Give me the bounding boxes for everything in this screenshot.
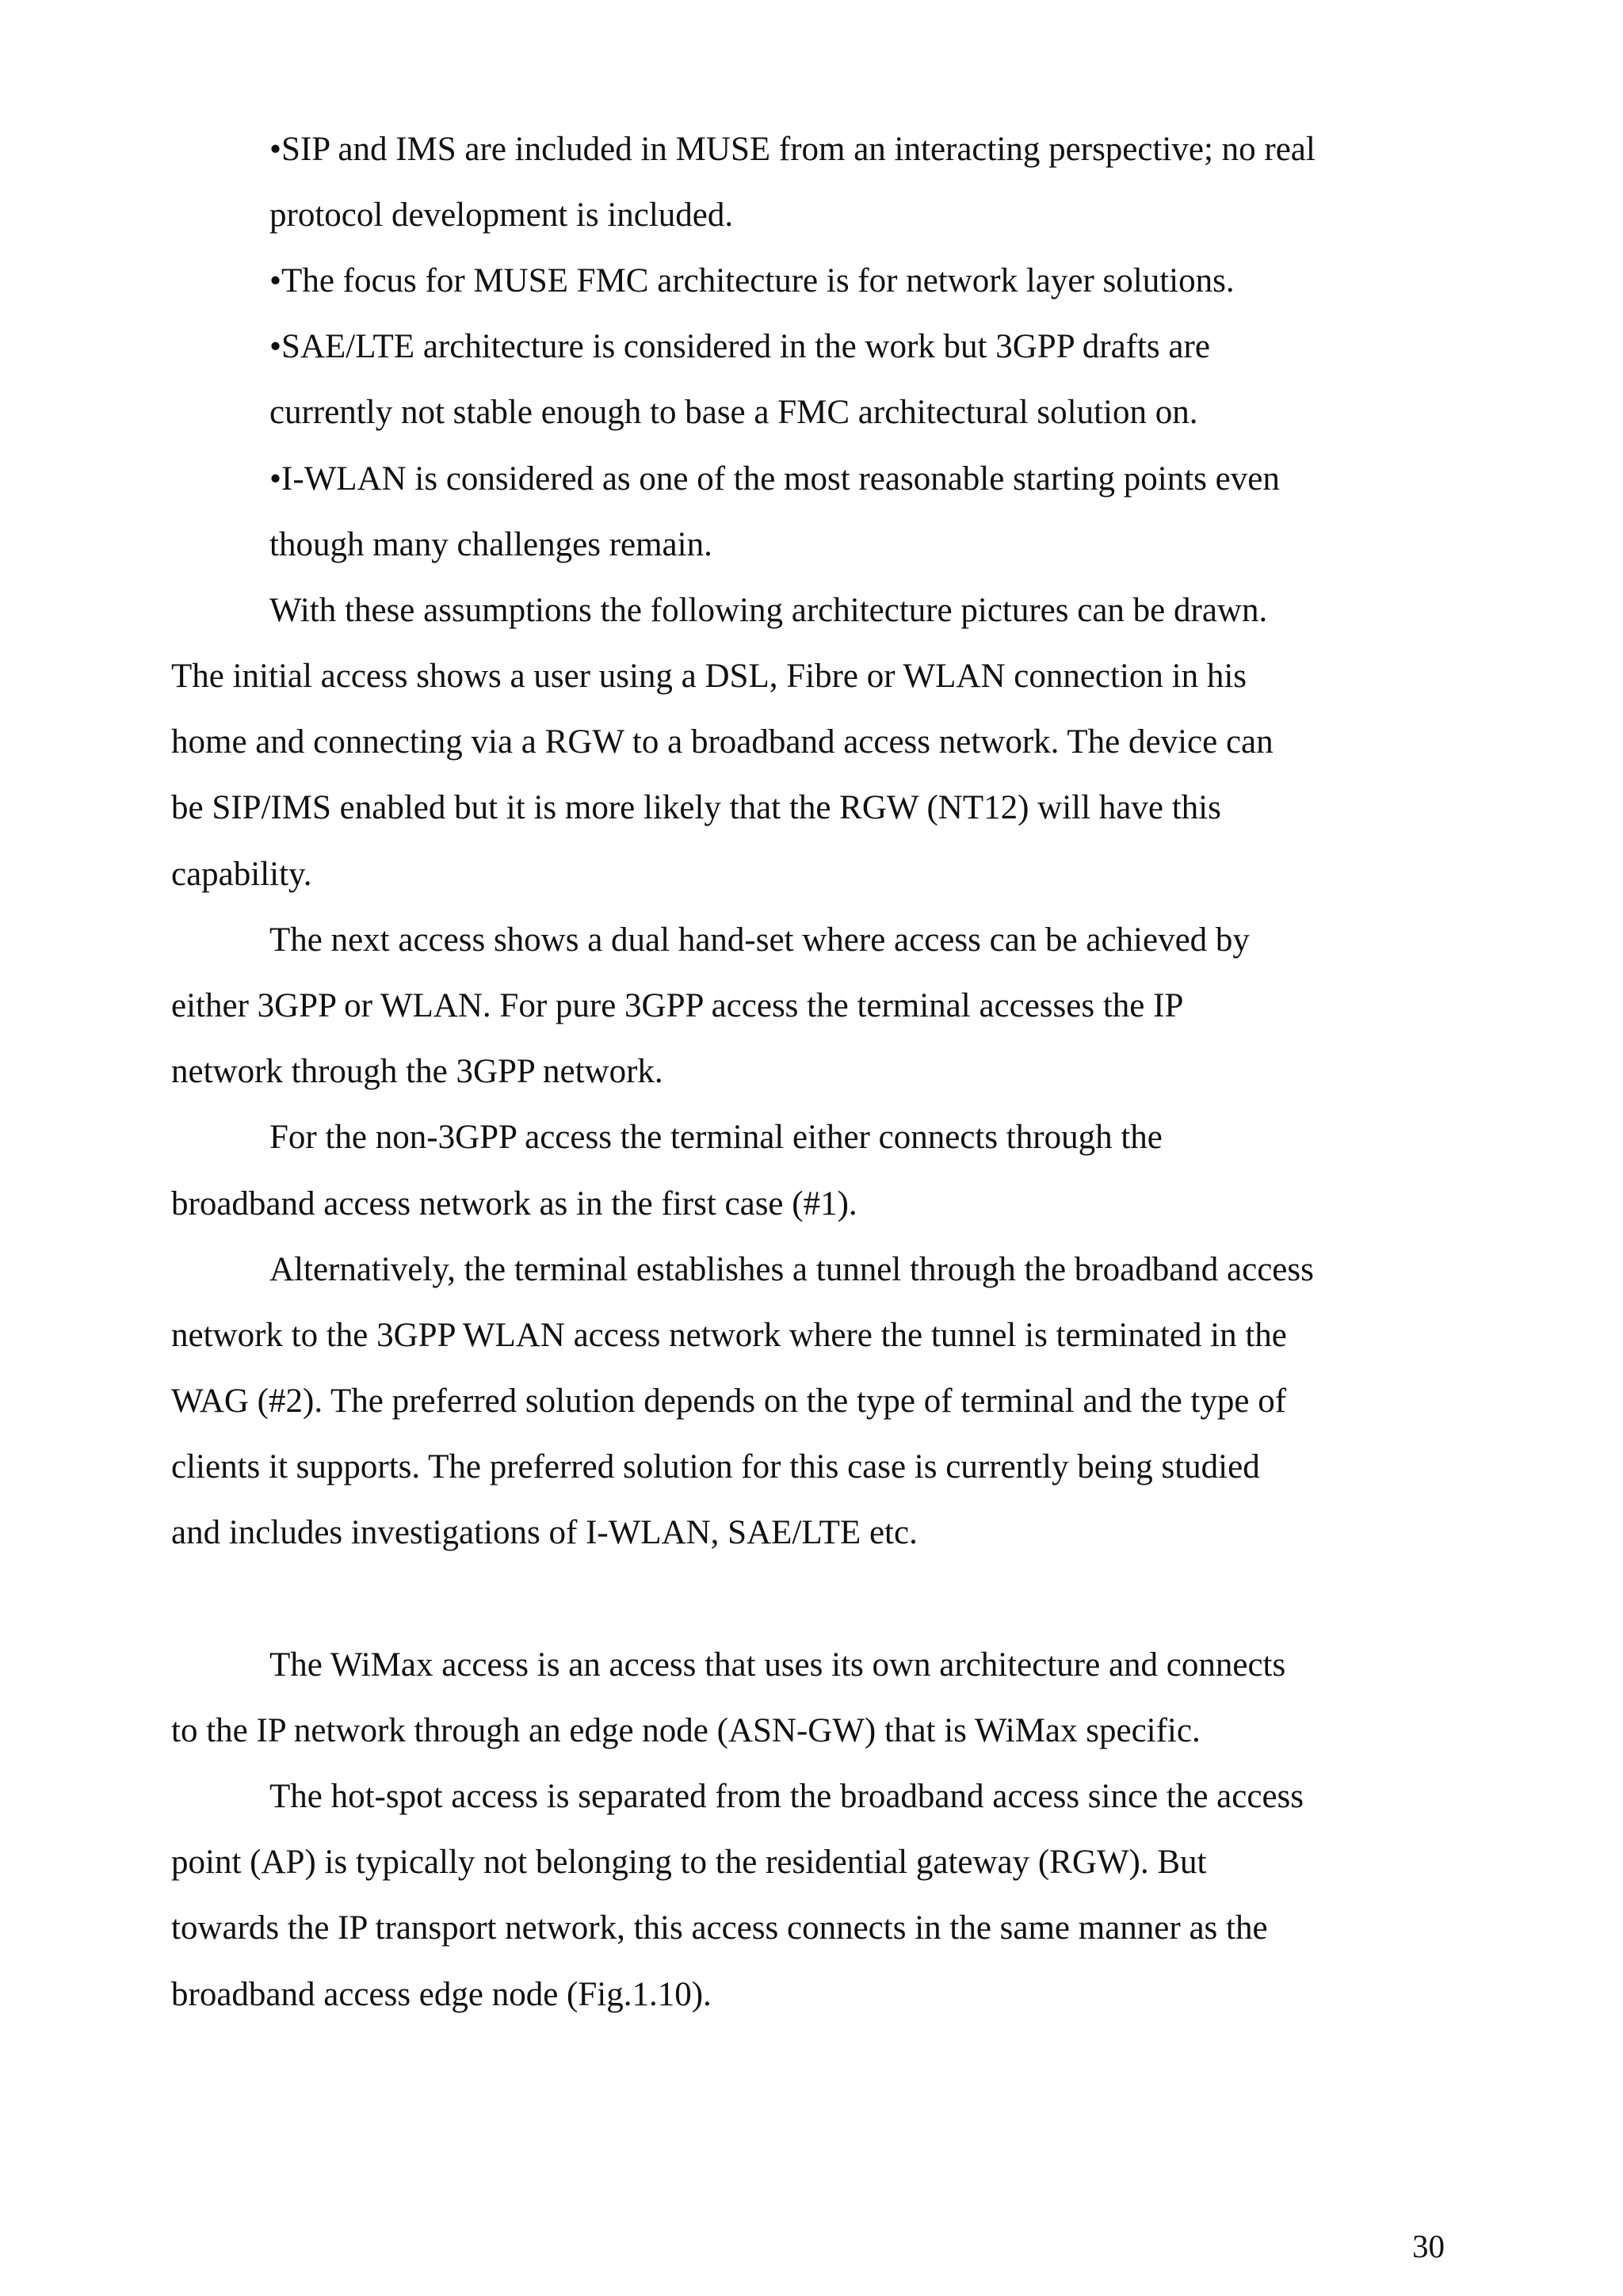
paragraph-initial-access-line-5: capability. xyxy=(171,856,312,893)
paragraph-wimax-line-1: The WiMax access is an access that uses its own architecture and connects xyxy=(269,1646,1286,1684)
paragraph-initial-access-line-4: be SIP/IMS enabled but it is more likely that the RGW (NT12) will have this xyxy=(171,789,1221,826)
paragraph-tunnel-line-2: network to the 3GPP WLAN access network where the tunnel is terminated in the xyxy=(171,1317,1287,1354)
paragraph-hotspot-line-2: point (AP) is typically not belonging to the residential gateway (RGW). But xyxy=(171,1844,1207,1881)
paragraph-dual-handset-line-2: either 3GPP or WLAN. For pure 3GPP access the terminal accesses the IP xyxy=(171,987,1184,1024)
paragraph-tunnel-line-1: Alternatively, the terminal establishes a tunnel through the broadband access xyxy=(269,1251,1314,1288)
bullet-sae-lte-line-1: •SAE/LTE architecture is considered in the work but 3GPP drafts are xyxy=(269,328,1210,365)
paragraph-hotspot-line-1: The hot-spot access is separated from the broadband access since the access xyxy=(269,1778,1304,1815)
bullet-i-wlan-line-1: •I-WLAN is considered as one of the most reasonable starting points even xyxy=(269,460,1280,498)
bullet-sae-lte-line-2: currently not stable enough to base a FMC architectural solution on. xyxy=(269,394,1198,431)
paragraph-non-3gpp-line-2: broadband access network as in the first case (#1). xyxy=(171,1185,857,1222)
bullet-sip-ims-line-2: protocol development is included. xyxy=(269,196,734,234)
paragraph-tunnel-line-3: WAG (#2). The preferred solution depends on the type of terminal and the type of xyxy=(171,1383,1287,1420)
paragraph-initial-access-line-2: The initial access shows a user using a DSL, Fibre or WLAN connection in his xyxy=(171,658,1247,695)
paragraph-dual-handset-line-3: network through the 3GPP network. xyxy=(171,1053,663,1090)
paragraph-tunnel-line-4: clients it supports. The preferred solution for this case is currently being studied xyxy=(171,1448,1260,1486)
bullet-fmc-focus-line-1: •The focus for MUSE FMC architecture is for network layer solutions. xyxy=(269,262,1235,299)
bullet-sip-ims-line-1: •SIP and IMS are included in MUSE from an interacting perspective; no real xyxy=(269,131,1316,168)
paragraph-initial-access-line-3: home and connecting via a RGW to a broadband access network. The device can xyxy=(171,723,1274,761)
paragraph-initial-access-line-1: With these assumptions the following architecture pictures can be drawn. xyxy=(269,592,1268,629)
paragraph-non-3gpp-line-1: For the non-3GPP access the terminal either connects through the xyxy=(269,1119,1163,1156)
paragraph-dual-handset-line-1: The next access shows a dual hand-set where access can be achieved by xyxy=(269,921,1250,959)
paragraph-tunnel-line-5: and includes investigations of I-WLAN, SAE/LTE etc. xyxy=(171,1514,918,1551)
bullet-i-wlan-line-2: though many challenges remain. xyxy=(269,526,712,563)
page-number: 30 xyxy=(1412,2228,1445,2264)
paragraph-hotspot-line-4: broadband access edge node (Fig.1.10). xyxy=(171,1976,712,2013)
paragraph-wimax-line-2: to the IP network through an edge node (ASN-GW) that is WiMax specific. xyxy=(171,1712,1201,1749)
paragraph-hotspot-line-3: towards the IP transport network, this access connects in the same manner as the xyxy=(171,1909,1268,1947)
